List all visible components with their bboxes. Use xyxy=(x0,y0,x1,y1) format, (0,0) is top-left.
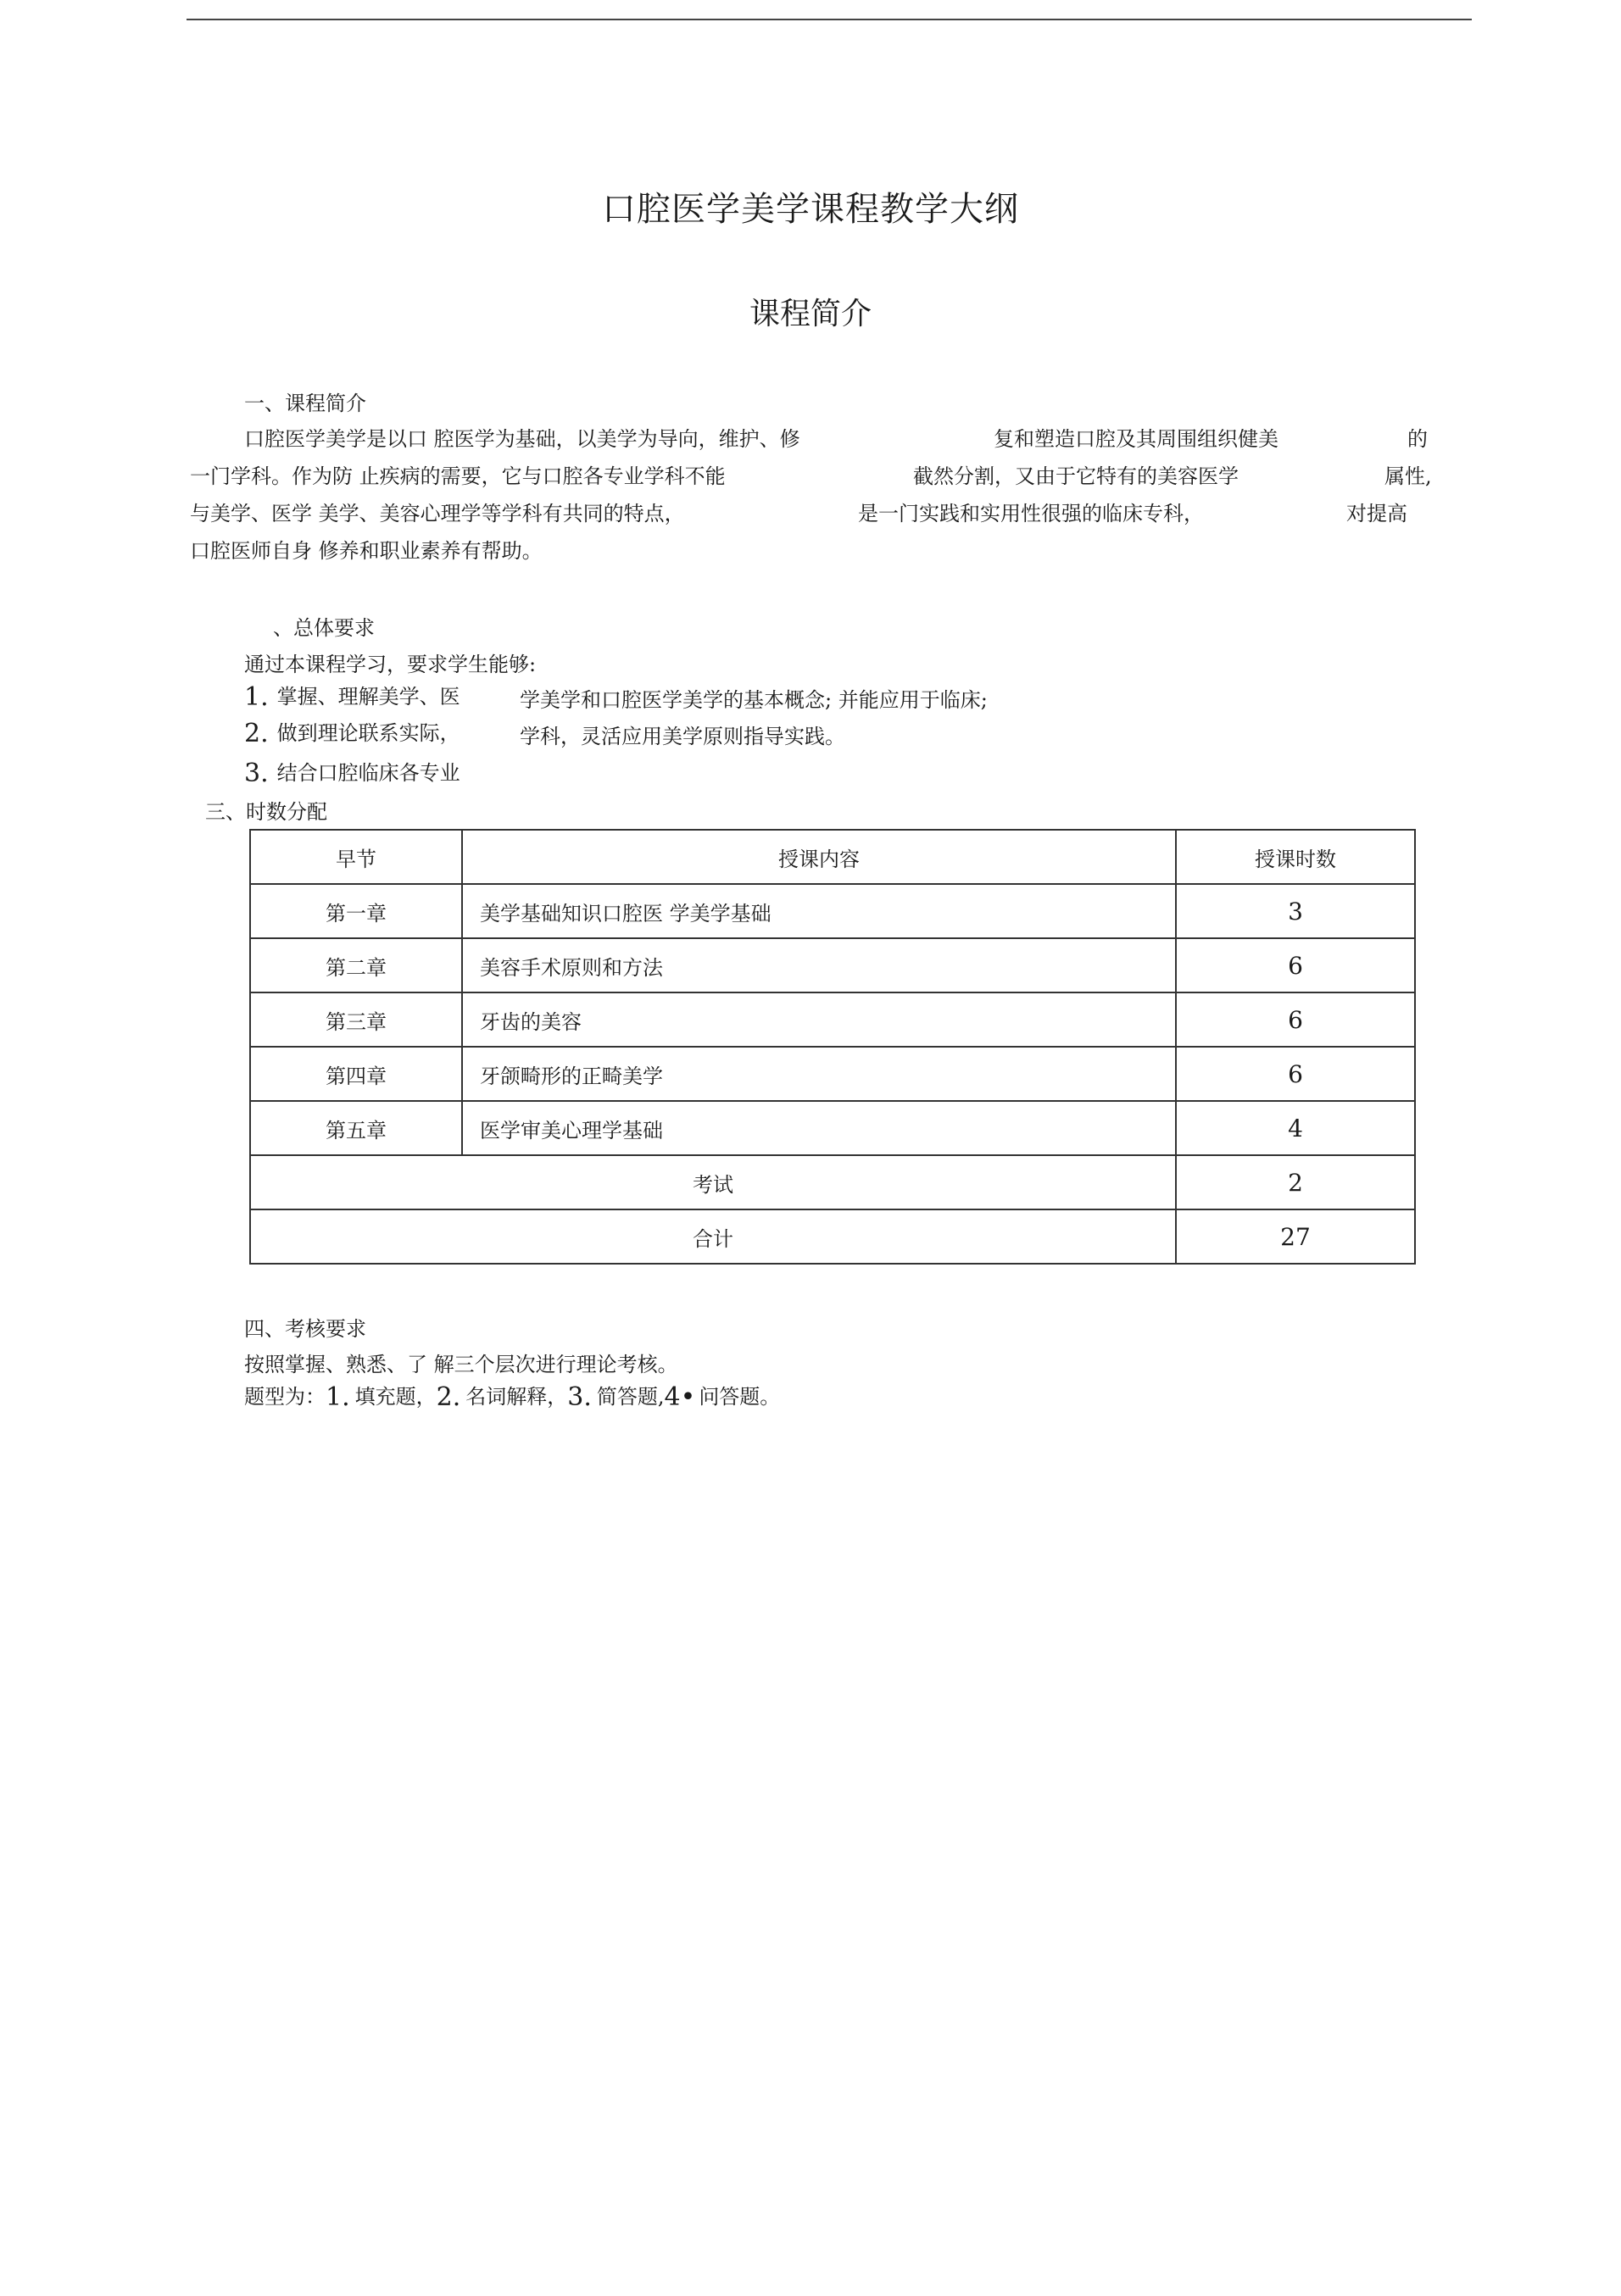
row-chapter: 第三章 xyxy=(250,992,462,1047)
requirement-item-1 xyxy=(244,680,460,712)
total-hours: 27 xyxy=(1176,1209,1415,1264)
para1-line1-a: 口腔医学美学是以口 腔医学为基础，以美学为导向，维护、修 xyxy=(244,427,800,451)
row-content: 美容手术原则和方法 xyxy=(462,938,1176,992)
table-row xyxy=(250,1101,1415,1155)
section-subtitle: 课程简介 xyxy=(749,297,872,331)
row-chapter: 第二章 xyxy=(250,938,462,992)
section4-heading: 四、考核要求 xyxy=(244,1317,366,1341)
table-row xyxy=(250,938,1415,992)
doc-title: 口腔医学美学课程教学大纲 xyxy=(602,190,1019,229)
requirement-item-2 xyxy=(244,716,460,748)
row-content: 医学审美心理学基础 xyxy=(462,1101,1176,1155)
para1-line3-c: 对提高 xyxy=(1346,502,1407,525)
row-content: 牙齿的美容 xyxy=(462,992,1176,1047)
header-hours: 授课时数 xyxy=(1176,830,1415,884)
requirement-item-3 xyxy=(244,756,460,788)
table-row xyxy=(250,992,1415,1047)
question-type-text: 问答题。 xyxy=(699,1385,781,1409)
row-chapter: 第五章 xyxy=(250,1101,462,1155)
total-label: 合计 xyxy=(250,1209,1176,1264)
exam-hours: 2 xyxy=(1176,1155,1415,1209)
para1-line4-a: 口腔医师自身 修养和职业素养有帮助。 xyxy=(190,539,543,563)
section2-intro: 通过本课程学习，要求学生能够: xyxy=(244,653,537,676)
table-row xyxy=(250,884,1415,938)
section1-heading: 一、课程简介 xyxy=(244,392,366,415)
para1-line2-c: 属性, xyxy=(1384,464,1432,488)
requirement-text-a: 掌握、理解美学、医 xyxy=(276,685,460,709)
question-type-text: 简答题, xyxy=(596,1385,665,1409)
row-hours: 6 xyxy=(1176,1047,1415,1101)
para1-line1-c: 的 xyxy=(1407,427,1428,451)
section4-line1: 按照掌握、熟悉、了 解三个层次进行理论考核。 xyxy=(244,1353,678,1376)
row-hours: 6 xyxy=(1176,992,1415,1047)
question-type-num: 1. xyxy=(326,1382,350,1412)
para1-line2-a: 一门学科。作为防 止疾病的需要，它与口腔各专业学科不能 xyxy=(190,464,726,488)
question-type-text: 名词解释， xyxy=(465,1385,568,1409)
para1-line3-a: 与美学、医学 美学、美容心理学等学科有共同的特点， xyxy=(190,502,685,525)
para1-line3-b: 是一门实践和实用性很强的临床专科， xyxy=(858,502,1204,525)
question-type-text: 填充题， xyxy=(354,1385,437,1409)
row-chapter: 第一章 xyxy=(250,884,462,938)
para1-line1-b: 复和塑造口腔及其周围组织健美 xyxy=(994,427,1278,451)
requirement-num: 1. xyxy=(244,682,269,712)
requirement-text-a: 做到理论联系实际， xyxy=(276,721,460,745)
table-total-row xyxy=(250,1209,1415,1264)
para1-line2-b: 截然分割，又由于它特有的美容医学 xyxy=(913,464,1239,488)
table-header-row xyxy=(250,830,1415,884)
header-content: 授课内容 xyxy=(462,830,1176,884)
question-types-line xyxy=(244,1380,780,1412)
row-content: 牙颌畸形的正畸美学 xyxy=(462,1047,1176,1101)
section2-heading: 、总体要求 xyxy=(273,616,375,640)
header-chapter: 早节 xyxy=(250,830,462,884)
row-content: 美学基础知识口腔医 学美学基础 xyxy=(462,884,1176,938)
question-type-num: 2. xyxy=(436,1382,461,1412)
question-types-prefix: 题型为： xyxy=(244,1385,326,1409)
row-chapter: 第四章 xyxy=(250,1047,462,1101)
hours-allocation-table xyxy=(249,829,1416,1265)
row-hours: 3 xyxy=(1176,884,1415,938)
requirement-num: 2. xyxy=(244,719,269,748)
requirement-text-a: 结合口腔临床各专业 xyxy=(276,761,460,785)
requirement-item-1-b: 学美学和口腔医学美学的基本概念; 并能应用于临床; xyxy=(520,688,988,712)
table-row xyxy=(250,1047,1415,1101)
top-rule xyxy=(187,19,1472,20)
requirement-item-2-b: 学科，灵活应用美学原则指导实践。 xyxy=(520,725,845,748)
row-hours: 4 xyxy=(1176,1101,1415,1155)
row-hours: 6 xyxy=(1176,938,1415,992)
exam-label: 考试 xyxy=(250,1155,1176,1209)
question-type-num: 4• xyxy=(664,1382,696,1412)
table-exam-row xyxy=(250,1155,1415,1209)
section3-heading: 三、时数分配 xyxy=(205,800,327,824)
requirement-num: 3. xyxy=(244,759,269,788)
question-type-num: 3. xyxy=(567,1382,592,1412)
